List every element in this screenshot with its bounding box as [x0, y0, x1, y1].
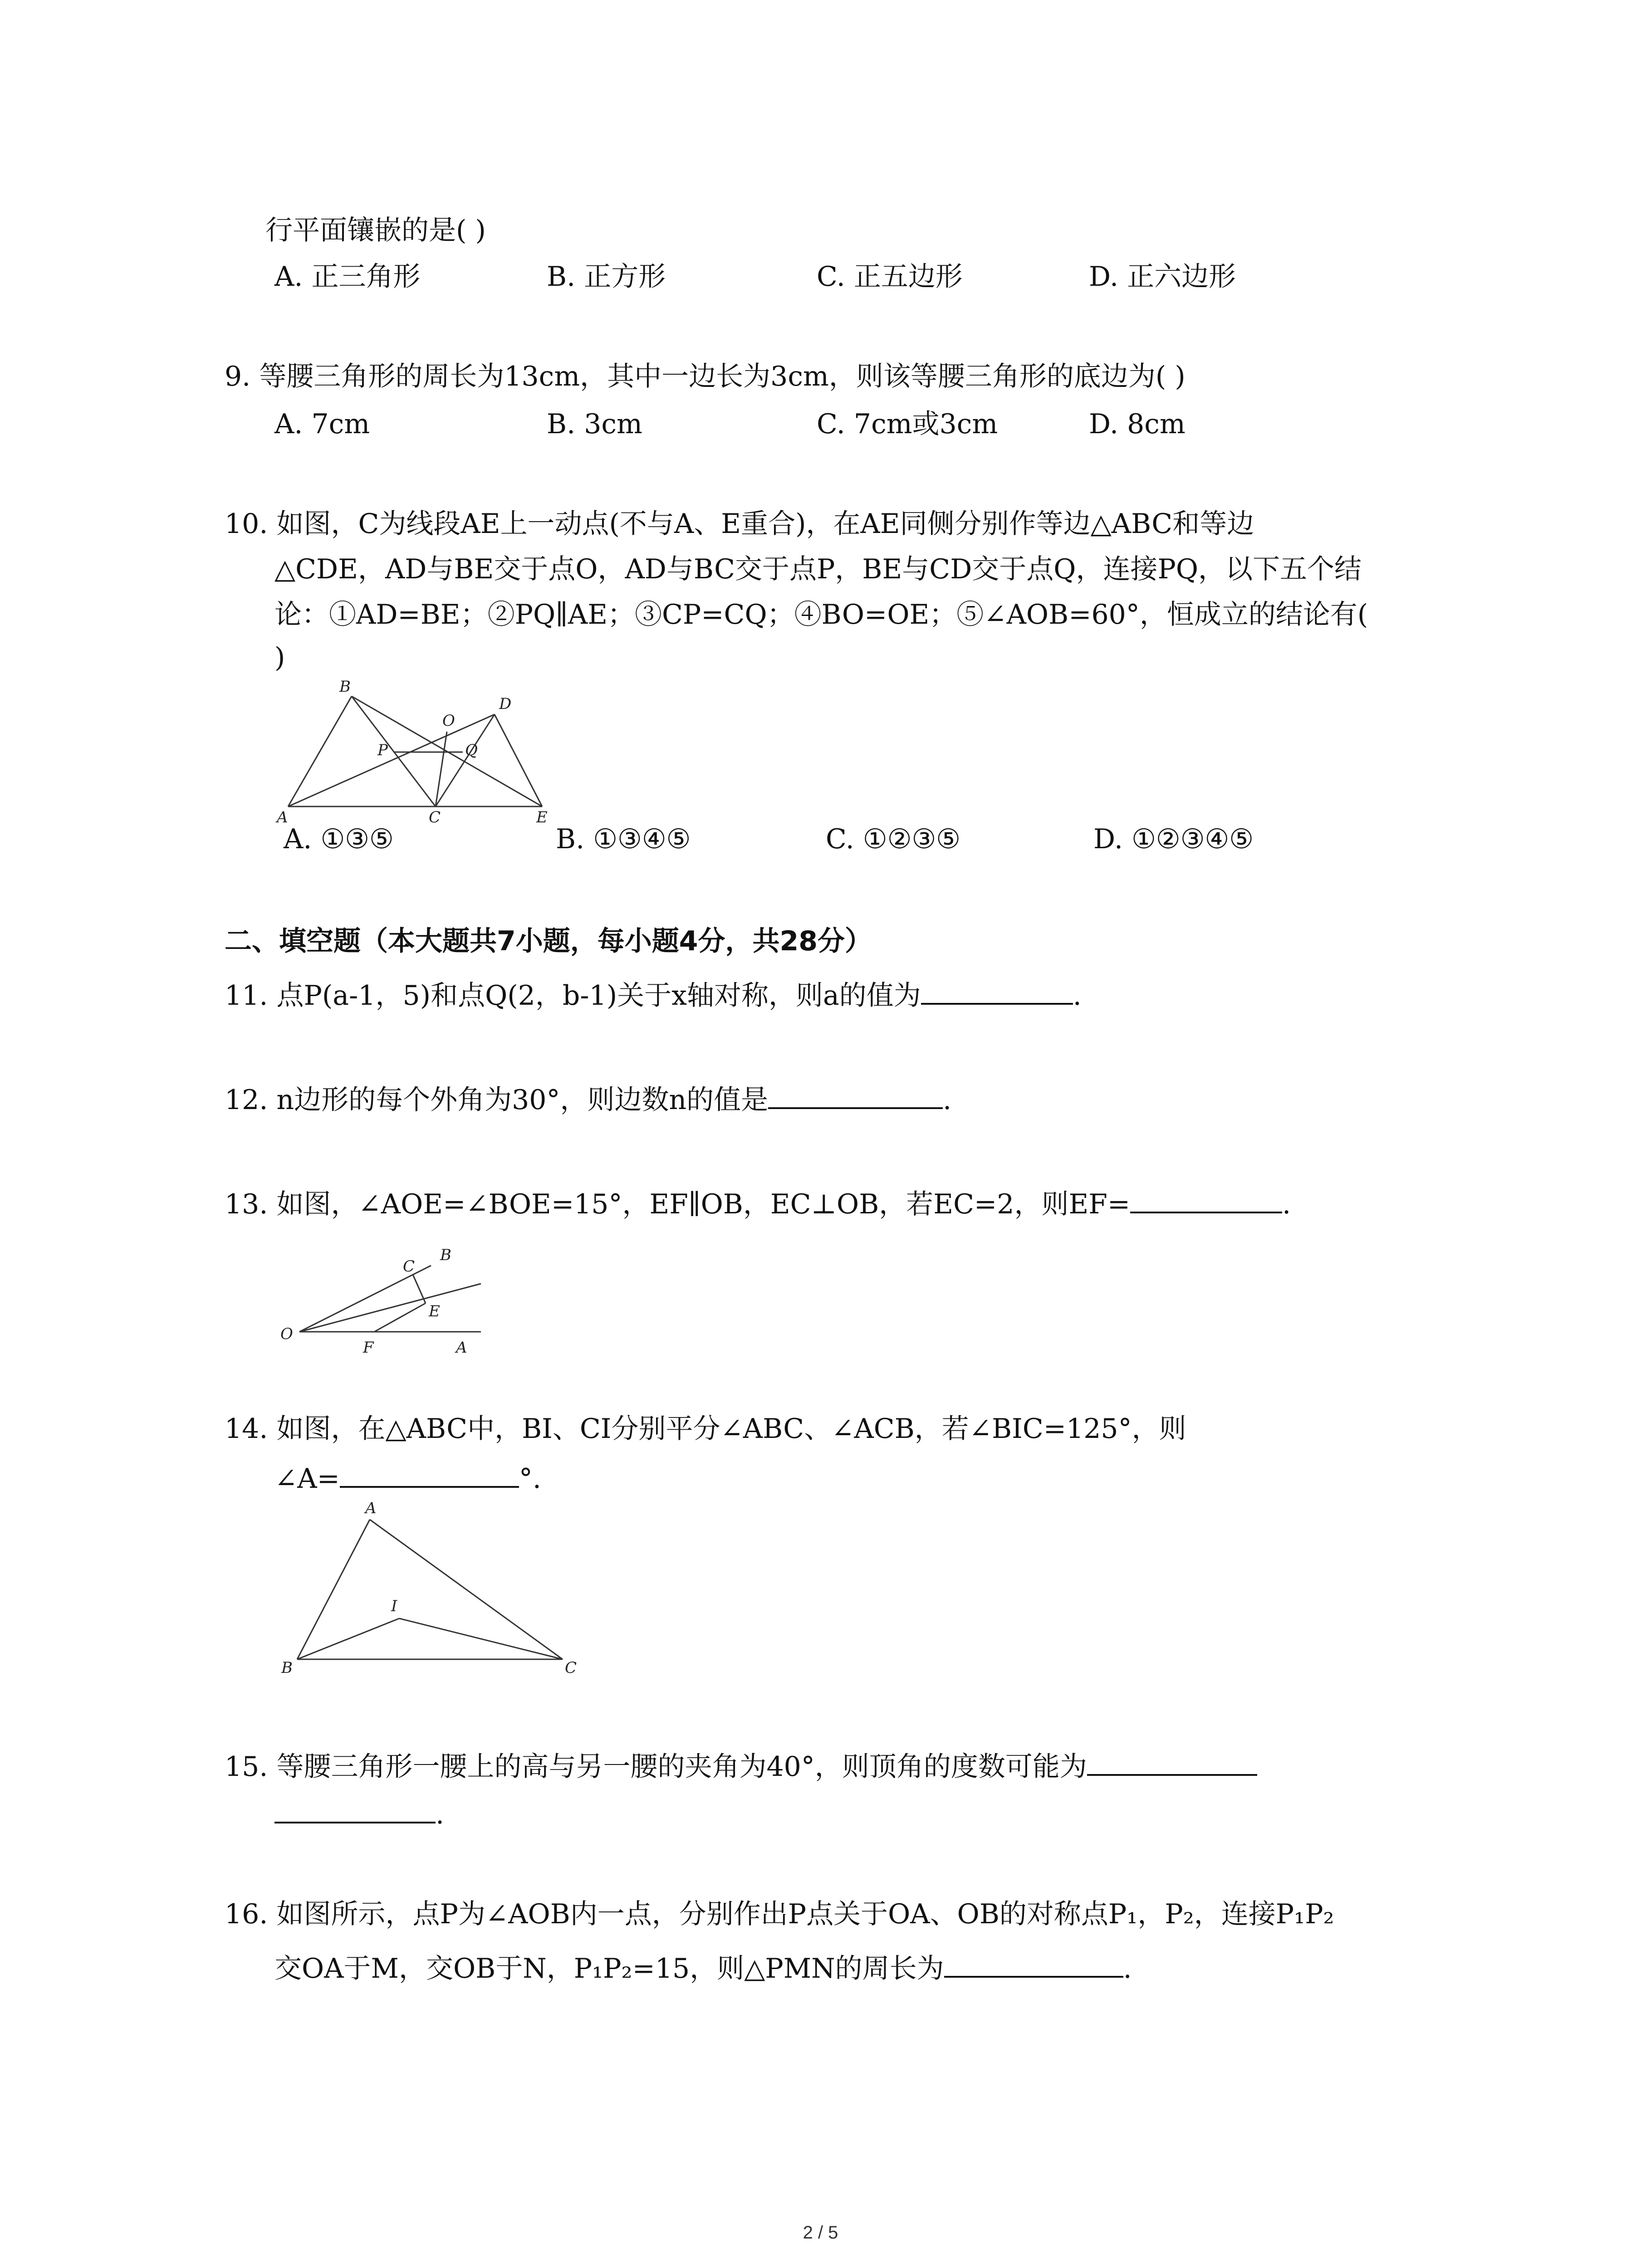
q14-figure — [272, 1497, 599, 1678]
q15-answer-blank-1 — [1087, 1749, 1257, 1776]
q11-end: . — [1073, 980, 1082, 1012]
q14-line2 — [274, 1461, 541, 1497]
q10-label-c: C — [429, 808, 441, 823]
q15 — [225, 1749, 1257, 1785]
q11-answer-blank — [921, 978, 1073, 1005]
q14-answer-blank — [340, 1461, 519, 1488]
q13-label-c: C — [403, 1257, 415, 1276]
q9-option-a: A. 7cm — [274, 408, 370, 440]
q10-figure — [272, 678, 563, 823]
q14-label-a: A — [365, 1499, 377, 1517]
q10-label-p: P — [377, 741, 388, 759]
q8-option-c: C. 正五边形 — [817, 261, 963, 293]
q13 — [225, 1186, 1291, 1222]
q13-label-o: O — [280, 1325, 293, 1343]
q10-line2: △CDE，AD与BE交于点O，AD与BC交于点P，BE与CD交于点Q，连接PQ，以下五个结 — [274, 553, 1362, 585]
q9-text: 9. 等腰三角形的周长为13cm，其中一边长为3cm，则该等腰三角形的底边为( ) — [225, 361, 1185, 392]
q13-label-b: B — [440, 1246, 451, 1264]
q10-label-q: Q — [465, 741, 478, 759]
q16-line2 — [274, 1950, 1132, 1987]
q14-line1: 14. 如图，在△ABC中，BI、CI分别平分∠ABC、∠ACB，若∠BIC=125°，则 — [225, 1413, 1186, 1445]
q12-text: 12. n边形的每个外角为30°，则边数n的值是 — [225, 1084, 769, 1116]
q15-answer-blank-2 — [274, 1796, 436, 1823]
q13-text: 13. 如图，∠AOE=∠BOE=15°，EF∥OB，EC⊥OB，若EC=2，则EF= — [225, 1188, 1131, 1220]
page-number: 2 / 5 — [803, 2223, 838, 2243]
q8-text: 行平面镶嵌的是( ) — [265, 215, 486, 246]
q16-answer-blank — [944, 1950, 1123, 1978]
q13-answer-blank — [1130, 1186, 1282, 1213]
q10-line3: 论：①AD=BE；②PQ∥AE；③CP=CQ；④BO=OE；⑤∠AOB=60°，恒成立的结论有( — [274, 599, 1368, 631]
q10-label-e: E — [536, 808, 548, 823]
section2-heading: 二、填空题（本大题共7小题，每小题4分，共28分） — [225, 925, 872, 957]
q12-answer-blank — [768, 1082, 943, 1109]
q9-option-d: D. 8cm — [1089, 408, 1185, 440]
q11-text: 11. 点P(a-1，5)和点Q(2，b-1)关于x轴对称，则a的值为 — [225, 980, 921, 1012]
q10-label-b: B — [339, 678, 351, 696]
q13-end: . — [1282, 1188, 1291, 1220]
q13-figure — [272, 1220, 499, 1365]
q8-option-d: D. 正六边形 — [1089, 261, 1236, 293]
q10-option-a: A. ①③⑤ — [284, 823, 394, 855]
q15-line2 — [274, 1796, 444, 1833]
q12-end: . — [943, 1084, 952, 1116]
q16-line1: 16. 如图所示，点P为∠AOB内一点，分别作出P点关于OA、OB的对称点P₁，P₂，连接P₁P₂ — [225, 1898, 1334, 1930]
q10-line4: ) — [274, 642, 285, 674]
q13-label-e: E — [429, 1302, 440, 1320]
q10-option-d: D. ①②③④⑤ — [1093, 823, 1254, 855]
q10-label-o: O — [442, 712, 455, 730]
q9-option-b: B. 3cm — [547, 408, 642, 440]
q14-label-b: B — [281, 1659, 293, 1677]
q10-line1: 10. 如图，C为线段AE上一动点(不与A、E重合)，在AE同侧分别作等边△ABC和等边 — [225, 508, 1254, 540]
q10-label-a: A — [277, 808, 288, 823]
q14-line2-start: ∠A= — [274, 1463, 340, 1495]
q15-text: 15. 等腰三角形一腰上的高与另一腰的夹角为40°，则顶角的度数可能为 — [225, 1751, 1087, 1783]
q9-option-c: C. 7cm或3cm — [817, 408, 998, 440]
q10-option-b: B. ①③④⑤ — [556, 823, 691, 855]
q16-end: . — [1123, 1953, 1132, 1984]
q13-label-a: A — [456, 1339, 467, 1357]
q8-option-b: B. 正方形 — [547, 261, 666, 293]
q14-label-i: I — [391, 1597, 397, 1615]
q14-label-c: C — [565, 1659, 577, 1677]
q11 — [225, 978, 1082, 1014]
q16-line2-text: 交OA于M，交OB于N，P₁P₂=15，则△PMN的周长为 — [274, 1953, 944, 1984]
q10-option-c: C. ①②③⑤ — [826, 823, 961, 855]
q14-line2-end: °. — [519, 1463, 541, 1495]
q12 — [225, 1082, 951, 1118]
q8-option-a: A. 正三角形 — [274, 261, 421, 293]
q10-label-d: D — [499, 695, 512, 713]
q15-end: . — [436, 1799, 445, 1830]
q13-label-f: F — [363, 1339, 374, 1357]
